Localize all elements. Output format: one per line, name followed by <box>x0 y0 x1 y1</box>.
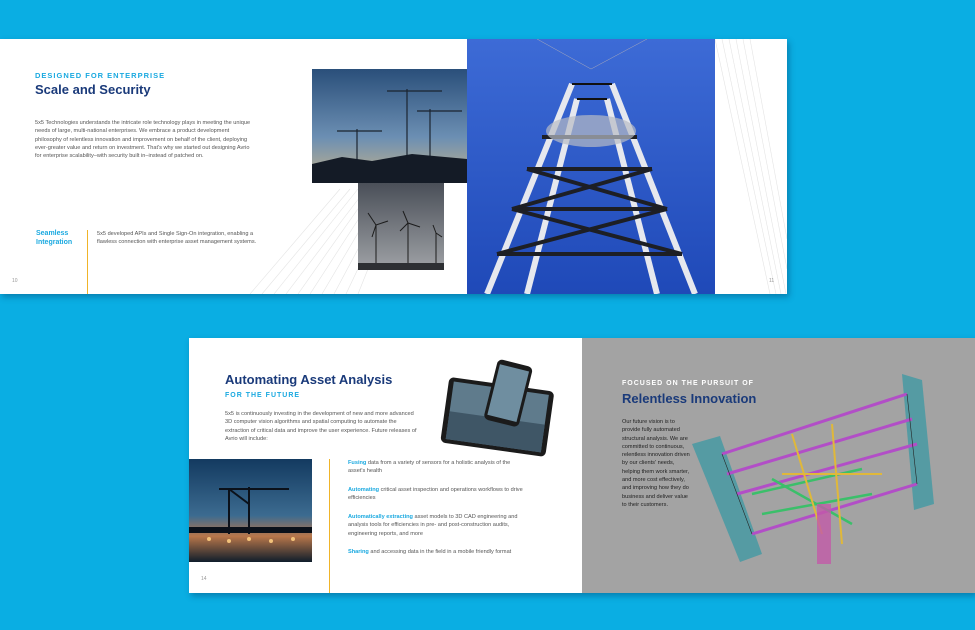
innovation-gray-page <box>582 338 975 593</box>
callout-label-line-2: Integration <box>36 238 73 246</box>
right-title: Relentless Innovation <box>622 391 757 406</box>
bullet-keyword: Automating <box>348 487 380 493</box>
bullet-text: critical asset inspection and operations workflows to drive efficiencies <box>348 487 523 502</box>
gold-divider-rule <box>87 230 88 294</box>
bullet-keyword: Fusing <box>348 460 367 466</box>
port-cranes-night-photo <box>189 459 312 562</box>
wind-turbines-photo <box>358 183 444 270</box>
right-eyebrow: FOCUSED ON THE PURSUIT OF <box>622 380 754 387</box>
bullet-keyword: Sharing <box>348 549 369 555</box>
construction-cranes-photo <box>312 69 467 183</box>
page-number-right: 11 <box>769 278 775 284</box>
body-paragraph: 5x5 is continuously investing in the development of new and more advanced 3D computer vision algorithms and spatial computing to automate the extraction of critical data and improve the user experience. Future releases of Avrio will include: <box>225 411 417 442</box>
brochure-spread-scale-security <box>0 39 787 294</box>
bullet-keyword: Automatically extracting <box>348 514 413 520</box>
section-title: Scale and Security <box>35 82 151 97</box>
feature-bullet-automating <box>348 486 523 503</box>
page-number-left: 14 <box>201 576 207 582</box>
callout-label-line-1: Seamless <box>36 230 69 237</box>
feature-bullet-extracting <box>348 513 520 538</box>
section-title: Automating Asset Analysis <box>225 372 393 387</box>
bullet-text: data from a variety of sensors for a holistic analysis of the asset's health <box>348 460 511 475</box>
callout-label <box>36 230 72 247</box>
callout-text: 5x5 developed APIs and Single Sign-On integration, enabling a flawless connection with enterprise asset management systems. <box>97 231 257 246</box>
page-number-left: 10 <box>12 278 18 284</box>
brochure-spread-asset-analysis <box>189 338 975 593</box>
bullet-text: and accessing data in the field in a mobile friendly format <box>368 549 512 555</box>
lattice-tower-photo <box>467 39 715 294</box>
bullet-text: asset models to 3D CAD engineering and analysis tools for efficiencies in pre- and post-construction audits, engineering reports, and more <box>348 514 518 537</box>
feature-bullet-sharing <box>348 548 523 556</box>
feature-bullet-fusing <box>348 459 523 476</box>
cad-structure-model-render <box>692 374 952 574</box>
body-paragraph: 5x5 Technologies understands the intricate role technology plays in meeting the unique needs of large, multi-national enterprises. We embrace a product development philosophy of relentless innovation and improvement on behalf of the client, deploying ever-greater value and return on investment. That's why we started out designing Avrio for enterprise scalability–with security built in–instead of patched on. <box>35 120 251 160</box>
gold-divider-rule <box>329 459 330 593</box>
section-eyebrow: DESIGNED FOR ENTERPRISE <box>35 71 166 80</box>
section-subtitle: FOR THE FUTURE <box>225 392 301 399</box>
tablet-phone-device-mockup <box>439 358 557 466</box>
right-body-paragraph: Our future vision is to provide fully automated structural analysis. We are committed to continuous, relentless innovation driven by our clients' needs, helping them work smarter, and more cost effectively, and improving how they do business and deliver value to their customers. <box>622 419 690 508</box>
